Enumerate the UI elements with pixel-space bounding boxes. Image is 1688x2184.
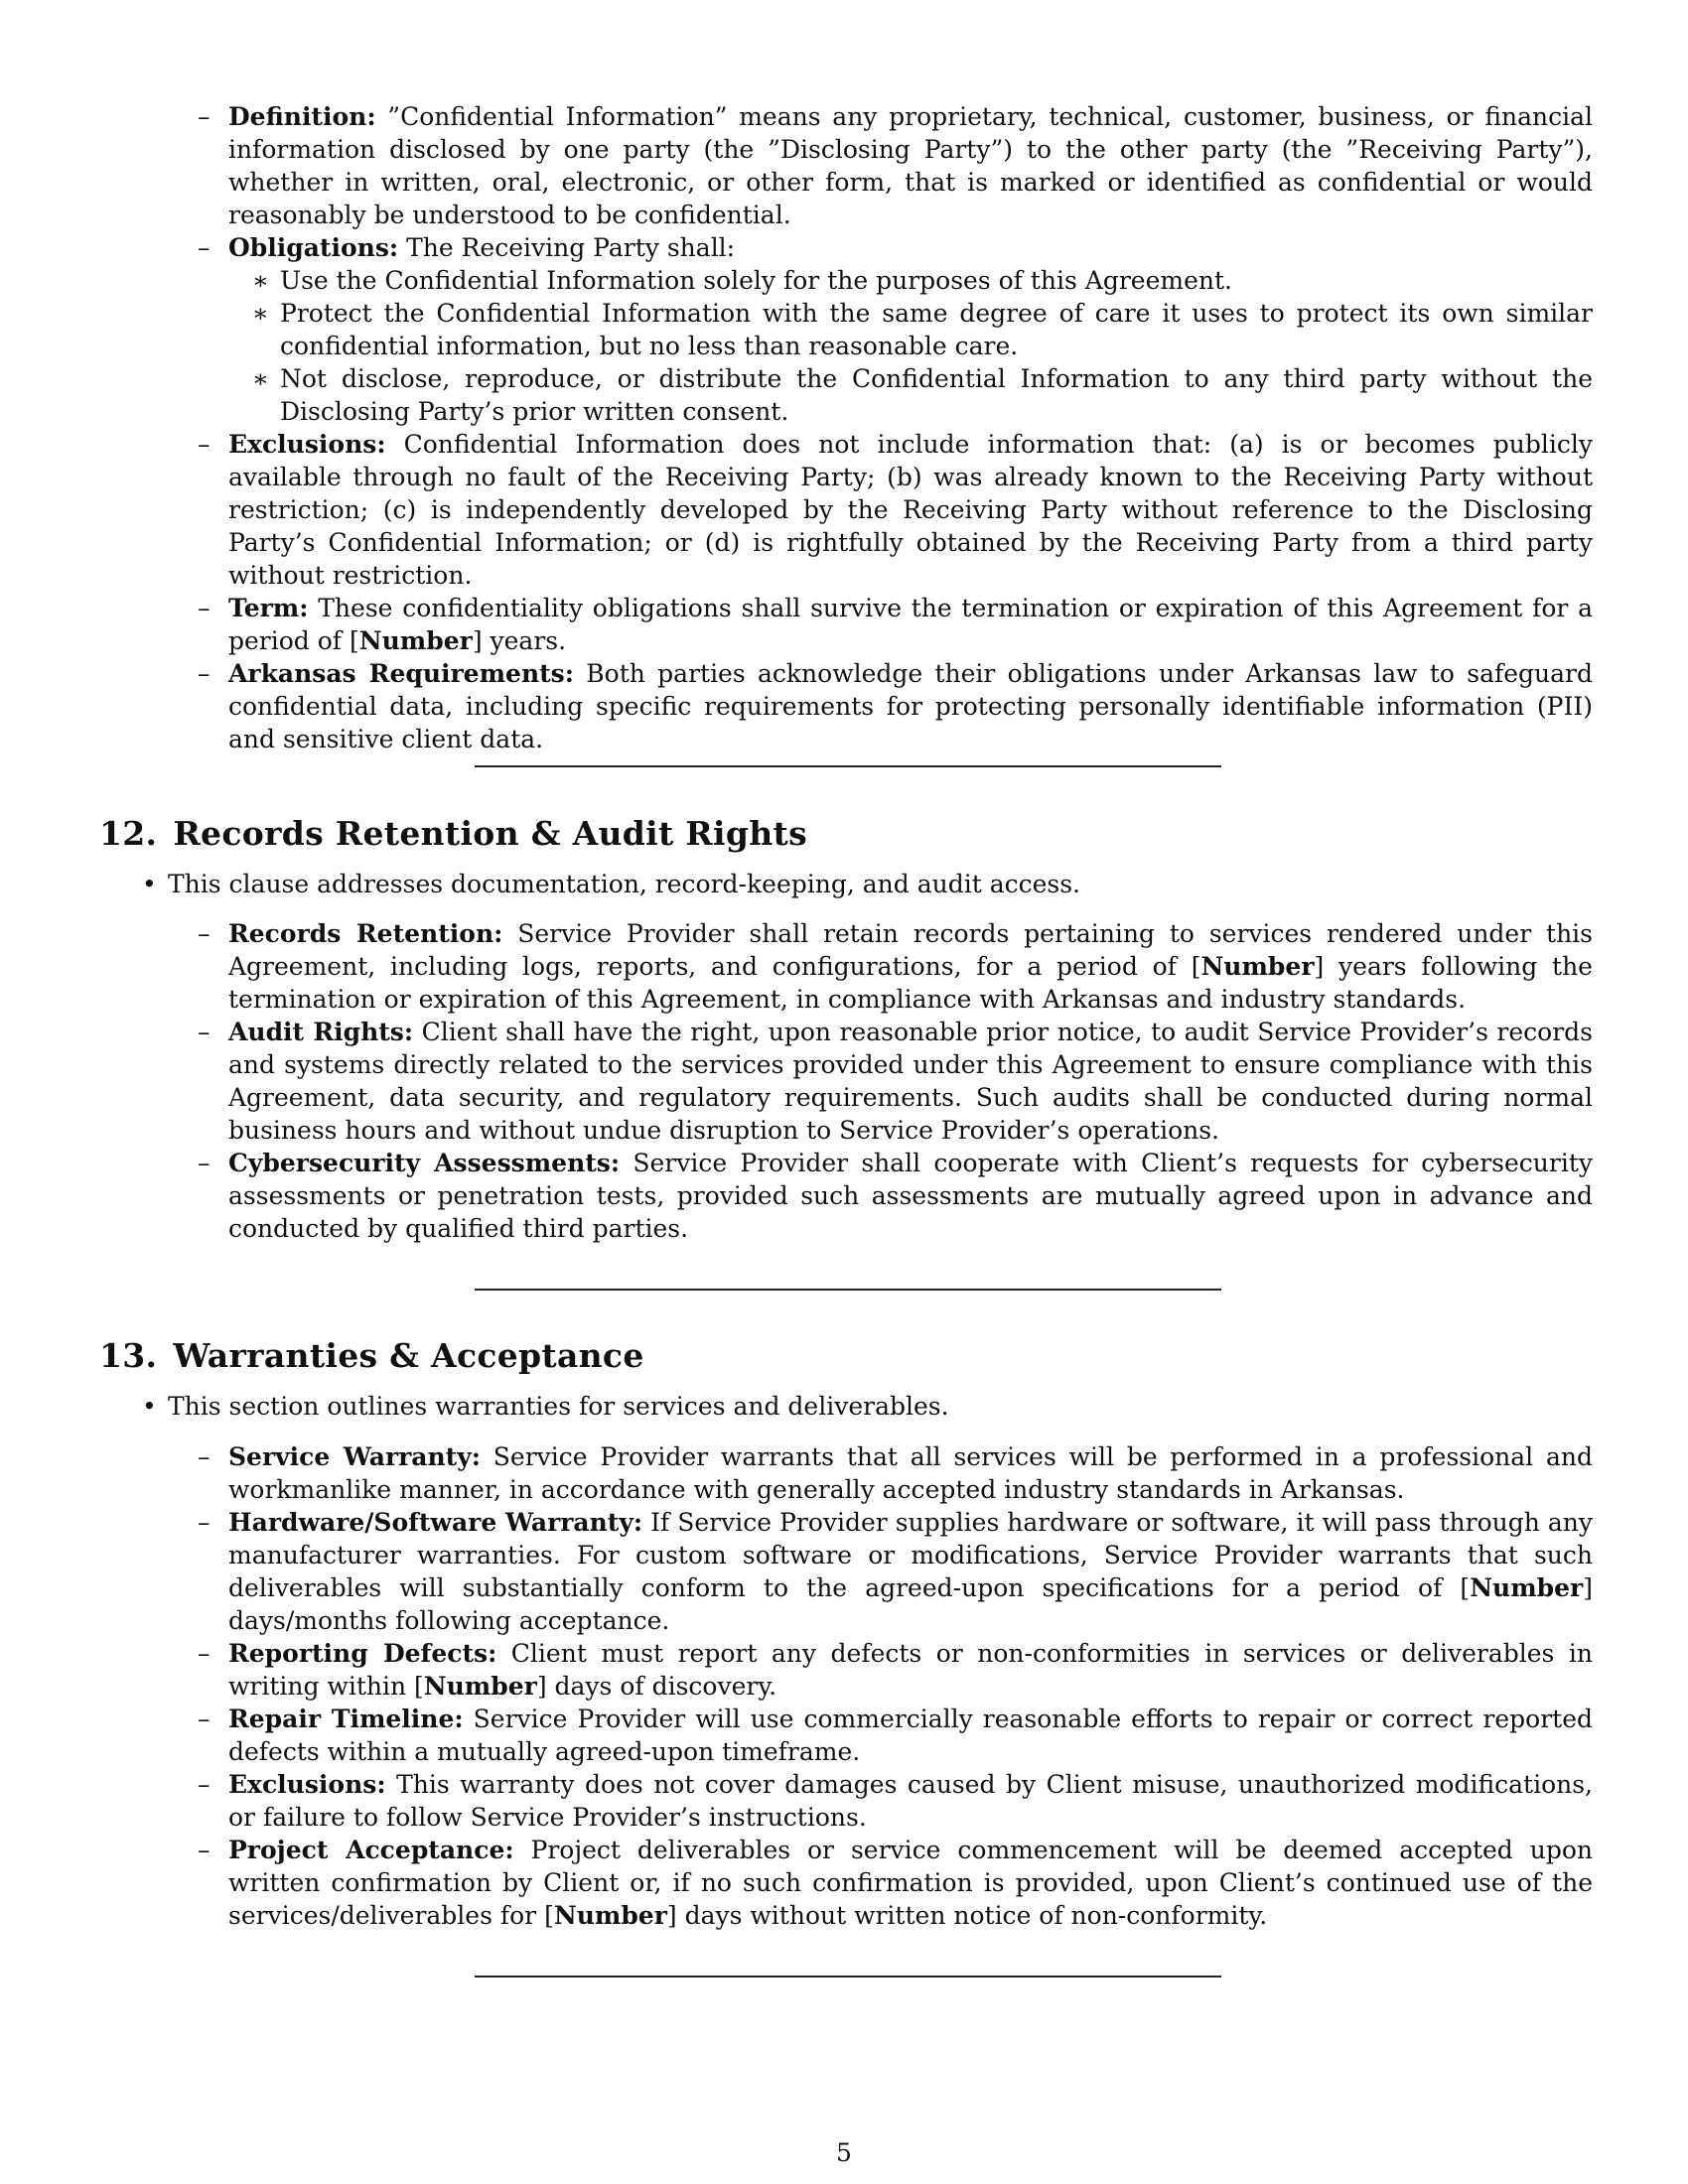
sub-item-text: Protect the Confidential Information with the same degree of care it uses to protect its own similar confidential information, but no less than reasonable care. — [280, 299, 1593, 360]
item-text: Client shall have the right, upon reasonable prior notice, to audit Service Provider’s records and systems directly related to the services provided under this Agreement to ensure compliance with this Agreement, data security, and regulatory requirements. Such audits shall be conducted during normal business hours and without undue disruption to Service Provider’s operations. — [228, 1018, 1593, 1145]
item-text: These confidentiality obligations shall survive the termination or expiration of this Agreement for a period of [ — [228, 594, 1593, 655]
section-title: Warranties & Acceptance — [173, 1336, 644, 1375]
dash-marker: – — [198, 1149, 211, 1177]
asterisk-marker: ∗ — [252, 299, 269, 328]
item-label: Exclusions: — [228, 1770, 386, 1799]
item-text: Confidential Information does not include information that: (a) is or becomes publicly available through no fault of the Receiving Party; (b) was already known to the Receiving Party without restriction; (c) is independently developed by the Receiving Party without reference to the Disclosing Party’s Confidential Information; or (d) is rightfully obtained by the Receiving Party from a third party without restriction. — [228, 430, 1593, 590]
section-intro — [142, 1390, 1593, 1423]
list-item-reporting-defects — [198, 1637, 1593, 1703]
item-text: Service Provider will use commercially reasonable efforts to repair or correct reported defects within a mutually agreed-upon timeframe. — [228, 1705, 1593, 1766]
sub-item-text: Use the Confidential Information solely for the purposes of this Agreement. — [280, 266, 1232, 295]
dash-marker: – — [198, 430, 211, 459]
item-text-end: ] days without written notice of non-conformity. — [666, 1901, 1268, 1930]
item-label: Exclusions: — [228, 430, 386, 459]
placeholder-number: Number — [358, 626, 473, 655]
item-text: Both parties acknowledge their obligations under Arkansas law to safeguard confidential data, including specific requirements for protecting personally identifiable information (PII) and sensitive client data. — [228, 659, 1593, 753]
dash-marker: – — [198, 102, 211, 131]
list-item-project-acceptance — [198, 1834, 1593, 1932]
section-title: Records Retention & Audit Rights — [173, 814, 807, 853]
dash-marker: – — [198, 1639, 211, 1668]
list-item-obligations — [198, 231, 1593, 264]
section-intro — [142, 868, 1593, 900]
item-label: Records Retention: — [228, 919, 503, 948]
list-item-arkansas-requirements — [198, 657, 1593, 755]
dash-marker: – — [198, 1018, 211, 1046]
dash-marker: – — [198, 1705, 211, 1733]
section-divider — [475, 1289, 1221, 1291]
item-text: The Receiving Party shall: — [398, 233, 736, 262]
list-item-repair-timeline — [198, 1703, 1593, 1768]
list-item-definition — [198, 100, 1593, 231]
section-12-heading — [99, 814, 807, 854]
item-text-end: ] days of discovery. — [536, 1672, 777, 1701]
item-text: If Service Provider supplies hardware or software, it will pass through any manufacturer warranties. For custom software or modifications, Service Provider warrants that such deliverables will substantially conform to the agreed-upon specifications for a period of [ — [228, 1508, 1593, 1602]
item-label: Audit Rights: — [228, 1018, 414, 1046]
item-text-end: ] days/months following acceptance. — [228, 1573, 1593, 1635]
dash-marker: – — [198, 233, 211, 262]
section-12-body — [0, 868, 1688, 900]
section-number: 12. — [99, 814, 158, 853]
list-item-exclusions — [198, 1768, 1593, 1834]
section-12-list — [0, 917, 1688, 1245]
sub-list-item — [252, 297, 1593, 362]
placeholder-number: Number — [423, 1672, 537, 1701]
list-item-cybersecurity-assessments — [198, 1147, 1593, 1245]
item-label: Service Warranty: — [228, 1442, 481, 1471]
asterisk-marker: ∗ — [252, 364, 269, 393]
list-item-exclusions — [198, 428, 1593, 592]
section-divider — [475, 765, 1221, 767]
item-text: Client must report any defects or non-conformities in services or deliverables in writing within [ — [228, 1639, 1593, 1701]
asterisk-marker: ∗ — [252, 266, 269, 295]
item-label: Hardware/Software Warranty: — [228, 1508, 643, 1537]
placeholder-number: Number — [1200, 952, 1315, 981]
list-item-service-warranty — [198, 1440, 1593, 1506]
bullet-marker: • — [142, 870, 157, 898]
item-label: Project Acceptance: — [228, 1836, 514, 1864]
list-item-term — [198, 592, 1593, 657]
dash-marker: – — [198, 1770, 211, 1799]
dash-marker: – — [198, 594, 211, 622]
placeholder-number: Number — [1470, 1573, 1584, 1602]
bullet-marker: • — [142, 1392, 157, 1421]
item-label: Cybersecurity Assessments: — [228, 1149, 621, 1177]
item-label: Term: — [228, 594, 309, 622]
sub-item-text: Not disclose, reproduce, or distribute the Confidential Information to any third party without the Disclosing Party’s prior written consent. — [280, 364, 1593, 426]
sub-list-item — [252, 362, 1593, 428]
section-number: 13. — [99, 1336, 158, 1375]
section-divider — [475, 1976, 1221, 1978]
item-text: Service Provider warrants that all services will be performed in a professional and workmanlike manner, in accordance with generally accepted industry standards in Arkansas. — [228, 1442, 1593, 1504]
list-item-hardware-software-warranty — [198, 1506, 1593, 1637]
item-text: ”Confidential Information” means any proprietary, technical, customer, business, or financial information disclosed by one party (the ”Disclosing Party”) to the other party (the ”Receiving Party”), whether in written, oral, electronic, or other form, that is marked or identified as confidential or would reasonably be understood to be confidential. — [228, 102, 1593, 229]
section-13-list — [0, 1440, 1688, 1932]
item-text: This warranty does not cover damages caused by Client misuse, unauthorized modifications, or failure to follow Service Provider’s instructions. — [228, 1770, 1593, 1832]
item-text: Project deliverables or service commencement will be deemed accepted upon written confirmation by Client or, if no such confirmation is provided, upon Client’s continued use of the services/deliverables for [ — [228, 1836, 1593, 1930]
section-13-heading — [99, 1336, 644, 1376]
placeholder-number: Number — [553, 1901, 667, 1930]
dash-marker: – — [198, 1442, 211, 1471]
dash-marker: – — [198, 1836, 211, 1864]
list-item-records-retention — [198, 917, 1593, 1016]
sub-list-item — [252, 264, 1593, 297]
item-label: Obligations: — [228, 233, 399, 262]
item-text: Service Provider shall cooperate with Client’s requests for cybersecurity assessments or penetration tests, provided such assessments are mutually agreed upon in advance and conducted by qualified third parties. — [228, 1149, 1593, 1243]
section-13-body — [0, 1390, 1688, 1423]
list-item-audit-rights — [198, 1016, 1593, 1147]
item-text: Service Provider shall retain records pertaining to services rendered under this Agreement, including logs, reports, and configurations, for a period of [ — [228, 919, 1593, 981]
item-label: Definition: — [228, 102, 376, 131]
page-number: 5 — [836, 2138, 852, 2167]
dash-marker: – — [198, 659, 211, 688]
item-label: Arkansas Requirements: — [228, 659, 574, 688]
dash-marker: – — [198, 919, 211, 948]
confidentiality-list — [0, 100, 1688, 755]
item-text-end: ] years following the termination or expiration of this Agreement, in compliance with Arkansas and industry standards. — [228, 952, 1593, 1014]
item-label: Repair Timeline: — [228, 1705, 464, 1733]
dash-marker: – — [198, 1508, 211, 1537]
item-text-end: ] years. — [472, 626, 567, 655]
intro-text: This clause addresses documentation, record-keeping, and audit access. — [168, 870, 1081, 898]
item-label: Reporting Defects: — [228, 1639, 497, 1668]
intro-text: This section outlines warranties for services and deliverables. — [168, 1392, 949, 1421]
